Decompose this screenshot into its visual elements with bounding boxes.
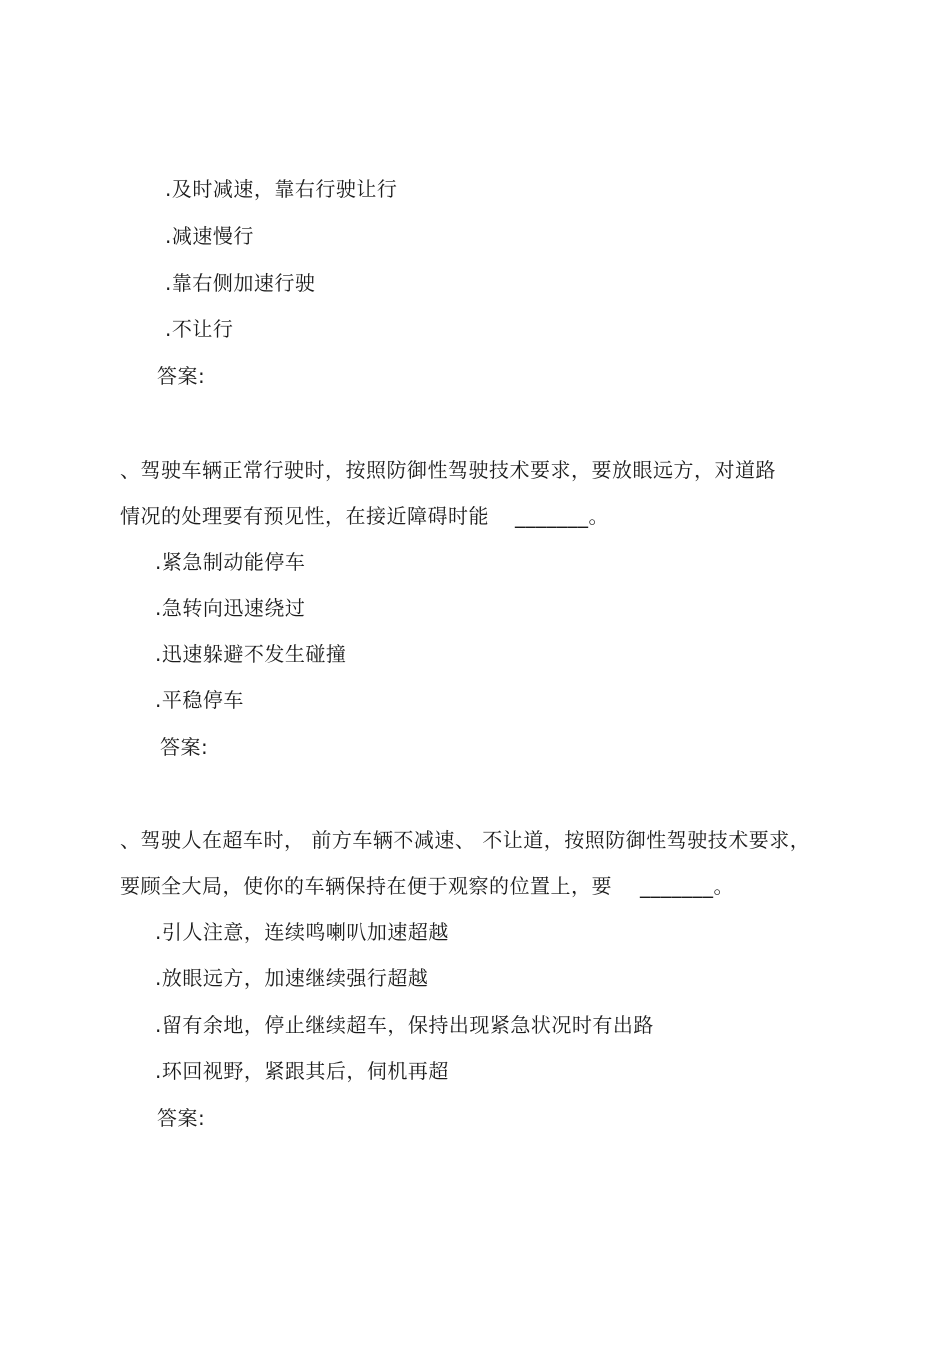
q2-stem-text: 情况的处理要有预见性，在接近障碍时能 bbox=[120, 504, 489, 528]
q1-option-c: .靠右侧加速行驶 bbox=[165, 271, 316, 295]
q2-option-a: .紧急制动能停车 bbox=[155, 550, 306, 574]
q3-fill-blank: _______。 bbox=[640, 874, 734, 898]
q3-option-c: .留有余地，停止继续超车，保持出现紧急状况时有出路 bbox=[155, 1013, 654, 1037]
q1-answer-label: 答案: bbox=[157, 364, 206, 388]
q3-stem-line-2 bbox=[120, 874, 734, 898]
q3-option-b: .放眼远方，加速继续强行超越 bbox=[155, 966, 429, 990]
q2-option-c: .迅速躲避不发生碰撞 bbox=[155, 642, 347, 666]
q2-option-d: .平稳停车 bbox=[155, 688, 244, 712]
q1-option-d: .不让行 bbox=[165, 317, 234, 341]
q1-option-a: .及时减速，靠右行驶让行 bbox=[165, 177, 398, 201]
q1-option-b: .减速慢行 bbox=[165, 224, 254, 248]
q3-answer-label: 答案: bbox=[157, 1106, 206, 1130]
q3-option-d: .环回视野，紧跟其后，伺机再超 bbox=[155, 1059, 449, 1083]
q2-stem-line-2 bbox=[120, 504, 609, 528]
q2-fill-blank: _______。 bbox=[515, 504, 609, 528]
q3-stem-line-1: 、驾驶人在超车时， 前方车辆不减速、 不让道，按照防御性驾驶技术要求， bbox=[120, 828, 811, 852]
q2-stem-line-1: 、驾驶车辆正常行驶时，按照防御性驾驶技术要求，要放眼远方，对道路 bbox=[120, 458, 776, 482]
q2-answer-label: 答案: bbox=[160, 735, 209, 759]
q2-option-b: .急转向迅速绕过 bbox=[155, 596, 306, 620]
q3-option-a: .引人注意，连续鸣喇叭加速超越 bbox=[155, 920, 449, 944]
q3-stem-text: 要顾全大局，使你的车辆保持在便于观察的位置上，要 bbox=[120, 874, 612, 898]
